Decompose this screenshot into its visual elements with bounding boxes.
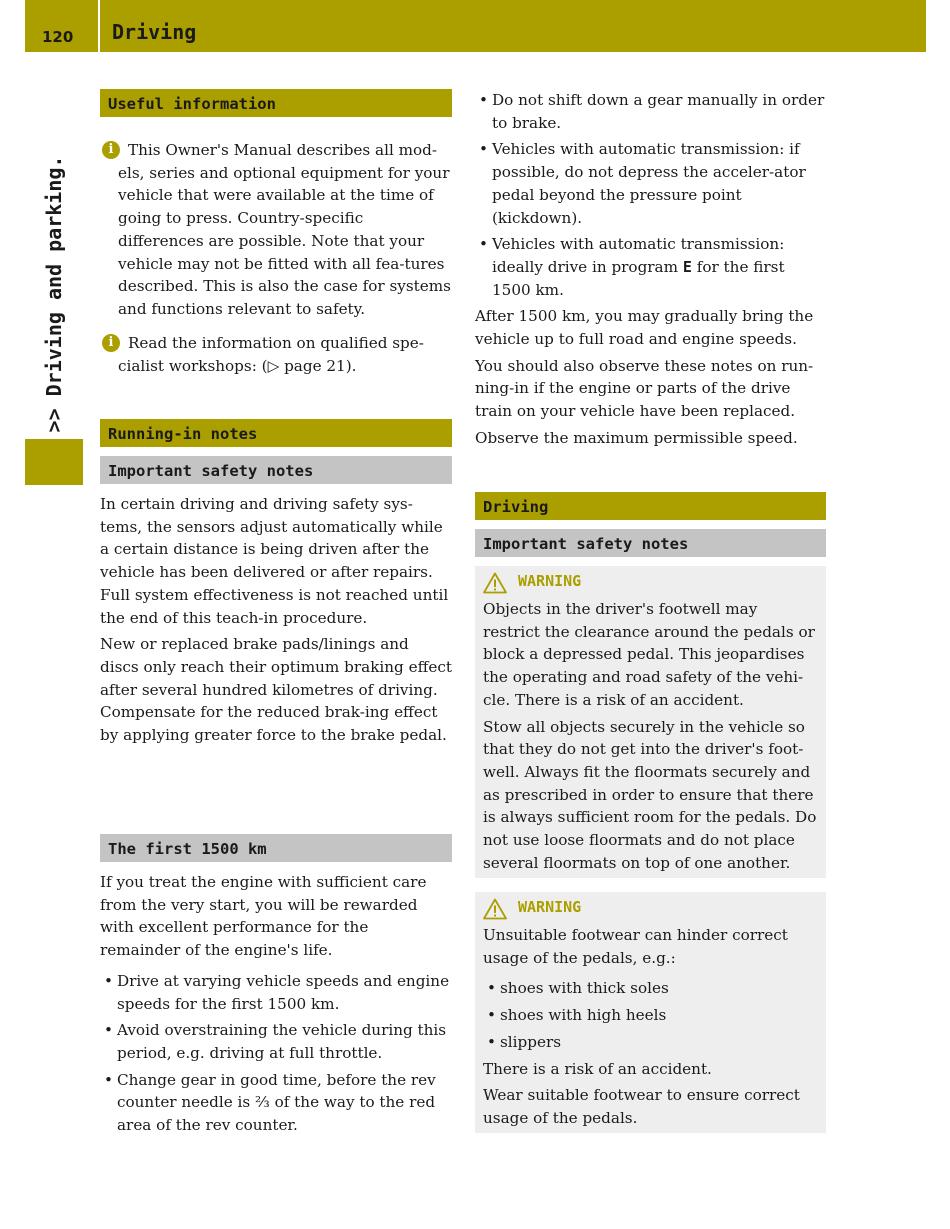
warning-header (483, 572, 818, 598)
bullet-list (483, 977, 818, 1053)
paragraph: After 1500 km, you may gradually bring the vehicle up to full road and engine speeds. (475, 307, 814, 349)
subsection-heading-safety-notes: Important safety notes (475, 529, 826, 557)
paragraph: Unsuitable footwear can hinder correct usage of the pedals, e.g.: (483, 926, 788, 967)
header-divider (98, 0, 100, 52)
paragraph: Stow all objects securely in the vehicle so that they do not get into the driver's foot-well. Always fit the floormats securely and as prescribed in order to ensure that there is always sufficient room for the pedals. Do not use loose floormats and do not place several floormats on top of one another. (483, 717, 817, 872)
list-item: • Do not shift down a gear manually in order to brake. (475, 89, 826, 134)
page-title: Driving (112, 20, 197, 44)
paragraph: If you treat the engine with sufficient care from the very start, you will be rewarded with excellent performance for the remainder of the engine's life. (100, 873, 427, 960)
running-in-text (100, 493, 452, 747)
program-e-symbol: E (682, 257, 692, 276)
paragraph: In certain driving and driving safety sys-tems, the sensors adjust automatically while a certain distance is being driven after the vehicle has been delivered or after repairs. Full system effectiveness is not reached until the end of this teach-in procedure. (100, 495, 449, 627)
paragraph: New or replaced brake pads/linings and discs only reach their optimum braking effect after several hundred kilometres of driving. Compensate for the reduced brak-ing effect by applying greater force to the brake pedal. (100, 635, 452, 745)
subsection-heading-first-1500: The first 1500 km (100, 834, 452, 862)
list-item: • slippers (483, 1031, 818, 1054)
info-note-text: Read the information on qualified spe-cialist workshops: (▷ page 21). (118, 334, 424, 375)
list-item: • shoes with high heels (483, 1004, 818, 1027)
info-note-2 (100, 332, 452, 377)
fraction-two-thirds: ⅔ (255, 1093, 270, 1112)
list-item: • Drive at varying vehicle speeds and engine speeds for the first 1500 km. (100, 970, 452, 1015)
info-icon: i (102, 141, 120, 159)
running-in-continued (475, 89, 826, 450)
page-number: 120 (42, 28, 74, 46)
paragraph: Observe the maximum permissible speed. (475, 428, 798, 447)
warning-label: WARNING (518, 898, 582, 916)
section-heading-running-in: Running-in notes (100, 419, 452, 447)
info-note-text: This Owner's Manual describes all mod-els, series and optional equipment for your vehicle that were available at the time of going to press. Country-specific differences are possible. Note that your vehicle may not be fitted with all fea-tures described. This is also the case for systems and functions relevant to safety. (118, 141, 451, 318)
subsection-heading-safety-notes: Important safety notes (100, 456, 452, 484)
warning-header (483, 898, 818, 924)
bullet-list (475, 89, 826, 301)
warning-triangle-icon (483, 898, 507, 920)
bullet-list (100, 970, 452, 1137)
list-item: • Vehicles with automatic transmission: if possible, do not depress the acceler-ator pedal beyond the pressure point (kickdown). (475, 138, 826, 229)
side-tab-label: >> Driving and parking. (42, 155, 66, 433)
first-1500-text (100, 871, 452, 1137)
warning-triangle-icon (483, 572, 507, 594)
info-icon: i (102, 334, 120, 352)
paragraph: Wear suitable footwear to ensure correct usage of the pedals. (483, 1086, 800, 1127)
paragraph: There is a risk of an accident. (483, 1059, 712, 1078)
warning-label: WARNING (518, 572, 582, 590)
side-tab-marker (25, 439, 83, 485)
list-item: • Vehicles with automatic transmission: ideally drive in program E for the first 1500 km. (475, 233, 826, 301)
paragraph: You should also observe these notes on run-ning-in if the engine or parts of the drive train on your vehicle have been replaced. (475, 356, 814, 421)
paragraph: Objects in the driver's footwell may restrict the clearance around the pedals or block a depressed pedal. This jeopardises the operating and road safety of the vehi-cle. There is a risk of an accident. (483, 600, 815, 709)
warning-box-objects (475, 566, 826, 878)
list-item: • Avoid overstraining the vehicle during this period, e.g. driving at full throttle. (100, 1019, 452, 1064)
list-item: • shoes with thick soles (483, 977, 818, 1000)
section-heading-useful-information: Useful information (100, 89, 452, 117)
section-heading-driving: Driving (475, 492, 826, 520)
list-item: • Change gear in good time, before the rev counter needle is ⅔ of the way to the red area of the rev counter. (100, 1069, 452, 1137)
warning-box-footwear (475, 892, 826, 1133)
info-note-1 (100, 139, 452, 321)
